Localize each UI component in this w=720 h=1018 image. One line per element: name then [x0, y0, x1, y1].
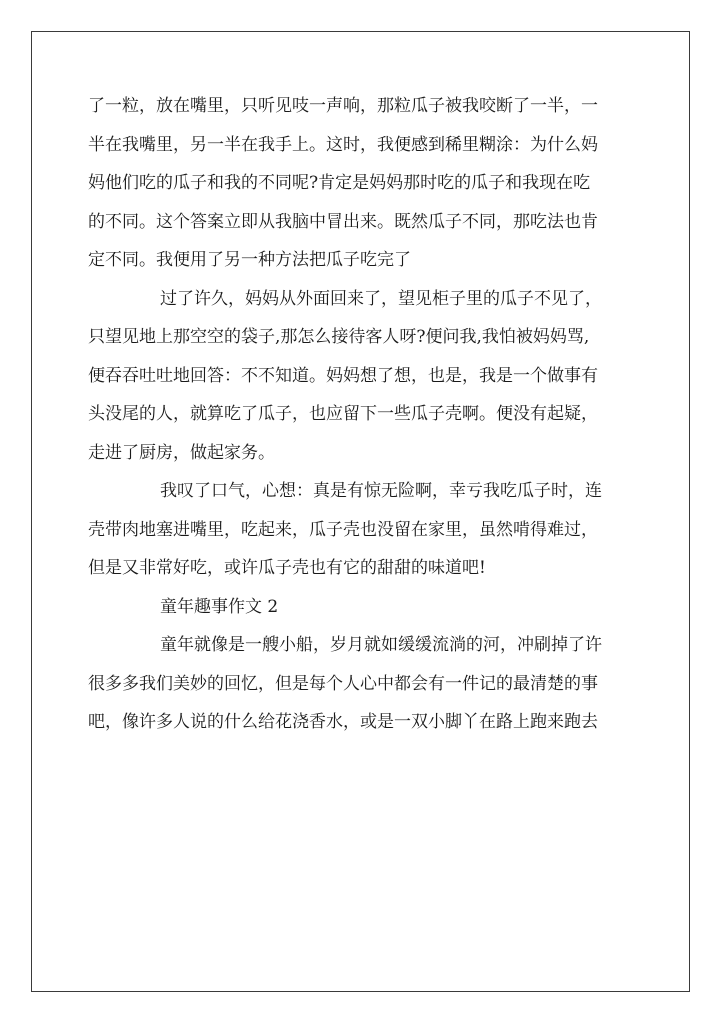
text-line: 过了许久，妈妈从外面回来了，望见柜子里的瓜子不见了， — [160, 288, 602, 309]
text-line: 妈他们吃的瓜子和我的不同呢?肯定是妈妈那时吃的瓜子和我现在吃 — [88, 173, 591, 193]
document-body — [88, 87, 648, 742]
text-line: 童年趣事作文 2 — [160, 596, 279, 617]
text-line: 定不同。我便用了另一种方法把瓜子吃完了 — [88, 250, 411, 270]
text-line: 只望见地上那空空的袋子,那怎么接待客人呀?便问我,我怕被妈妈骂, — [88, 327, 590, 347]
text-line: 便吞吞吐吐地回答：不不知道。妈妈想了想，也是，我是一个做事有 — [88, 365, 598, 386]
text-line: 壳带肉地塞进嘴里，吃起来，瓜子壳也没留在家里，虽然啃得难过， — [88, 519, 598, 540]
text-line: 半在我嘴里，另一半在我手上。这时，我便感到稀里糊涂：为什么妈 — [88, 134, 598, 155]
text-line: 很多多我们美妙的回忆，但是每个人心中都会有一件记的最清楚的事 — [88, 673, 598, 694]
text-line: 头没尾的人，就算吃了瓜子，也应留下一些瓜子壳啊。便没有起疑， — [88, 404, 598, 424]
text-line: 但是又非常好吃，或许瓜子壳也有它的甜甜的味道吧! — [88, 558, 486, 578]
text-line: 我叹了口气，心想：真是有惊无险啊，幸亏我吃瓜子时，连 — [160, 481, 602, 501]
text-line: 了一粒，放在嘴里，只听见吱一声响，那粒瓜子被我咬断了一半，一 — [88, 96, 598, 116]
text-line: 吧，像许多人说的什么给花浇香水，或是一双小脚丫在路上跑来跑去 — [88, 712, 598, 732]
text-line: 走进了厨房，做起家务。 — [88, 442, 275, 463]
text-line: 的不同。这个答案立即从我脑中冒出来。既然瓜子不同，那吃法也肯 — [88, 211, 598, 232]
text-line: 童年就像是一艘小船，岁月就如缓缓流淌的河，冲刷掉了许 — [160, 635, 602, 655]
